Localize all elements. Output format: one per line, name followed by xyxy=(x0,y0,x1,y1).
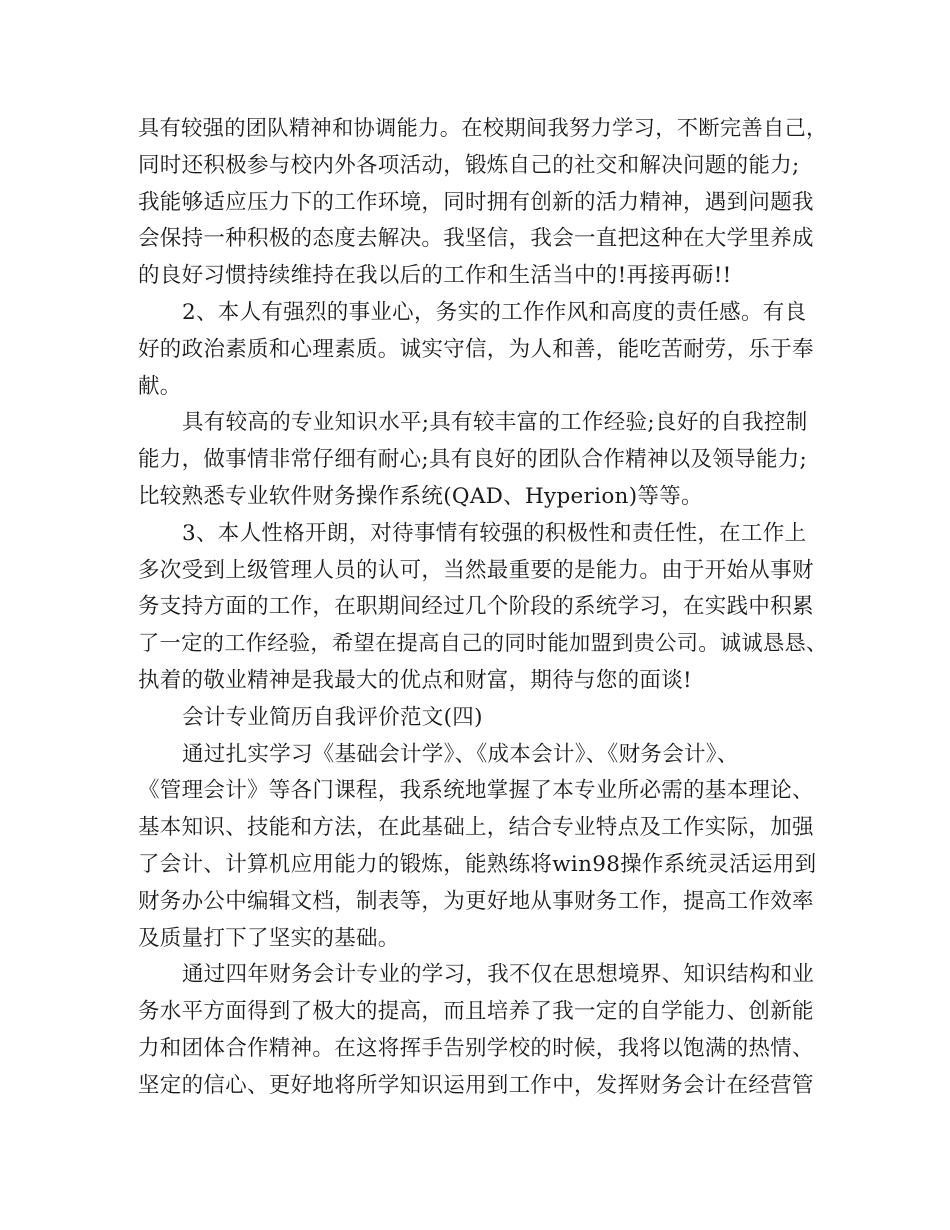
text-line: 同时还积极参与校内外各项活动，锻炼自己的社交和解决问题的能力; xyxy=(138,152,800,178)
text-line: 2、本人有强烈的事业心，务实的工作作风和高度的责任感。有良 xyxy=(182,299,807,325)
text-line: 具有较强的团队精神和协调能力。在校期间我努力学习，不断完善自己， xyxy=(138,116,828,141)
text-line: 务水平方面得到了极大的提高，而且培养了我一定的自学能力、创新能 xyxy=(138,999,814,1025)
text-line: 务支持方面的工作，在职期间经过几个阶段的系统学习，在实践中积累 xyxy=(138,594,814,620)
text-line: 《管理会计》等各门课程，我系统地掌握了本专业所必需的基本理论、 xyxy=(138,778,814,804)
text-line: 会计专业简历自我评价范文(四) xyxy=(182,704,483,730)
text-line: 能力，做事情非常仔细有耐心;具有良好的团队合作精神以及领导能力; xyxy=(138,447,808,473)
text-line: 执着的敬业精神是我最大的优点和财富，期待与您的面谈! xyxy=(138,667,692,693)
text-line: 力和团体合作精神。在这将挥手告别学校的时候，我将以饱满的热情、 xyxy=(138,1035,814,1061)
text-line: 会保持一种积极的态度去解决。我坚信，我会一直把这种在大学里养成 xyxy=(138,226,814,252)
text-line: 基本知识、技能和方法，在此基础上，结合专业特点及工作实际，加强 xyxy=(138,815,814,841)
text-line: 我能够适应压力下的工作环境，同时拥有创新的活力精神，遇到问题我 xyxy=(138,189,814,215)
document-body xyxy=(138,111,828,1105)
text-line: 的良好习惯持续维持在我以后的工作和生活当中的!再接再砺!! xyxy=(138,263,732,289)
text-line: 比较熟悉专业软件财务操作系统(QAD、Hyperion)等等。 xyxy=(138,483,703,509)
text-line: 献。 xyxy=(138,373,182,399)
text-line: 通过扎实学习《基础会计学》、《成本会计》、《财务会计》、 xyxy=(182,741,739,767)
text-line: 了会计、计算机应用能力的锻炼，能熟练将win98操作系统灵活运用到 xyxy=(138,851,817,877)
text-line: 及质量打下了坚实的基础。 xyxy=(138,925,400,951)
text-line: 通过四年财务会计专业的学习，我不仅在思想境界、知识结构和业 xyxy=(182,962,815,988)
text-line: 具有较高的专业知识水平;具有较丰富的工作经验;良好的自我控制 xyxy=(182,410,808,436)
text-line: 了一定的工作经验，希望在提高自己的同时能加盟到贵公司。诚诚恳恳、 xyxy=(138,631,828,657)
text-line: 好的政治素质和心理素质。诚实守信，为人和善，能吃苦耐劳，乐于奉 xyxy=(138,336,814,362)
text-line: 3、本人性格开朗，对待事情有较强的积极性和责任性，在工作上 xyxy=(182,520,807,546)
text-line: 财务办公中编辑文档，制表等，为更好地从事财务工作，提高工作效率 xyxy=(138,888,814,914)
text-line: 多次受到上级管理人员的认可，当然最重要的是能力。由于开始从事财 xyxy=(138,557,814,583)
text-line: 坚定的信心、更好地将所学知识运用到工作中，发挥财务会计在经营管 xyxy=(138,1072,814,1098)
